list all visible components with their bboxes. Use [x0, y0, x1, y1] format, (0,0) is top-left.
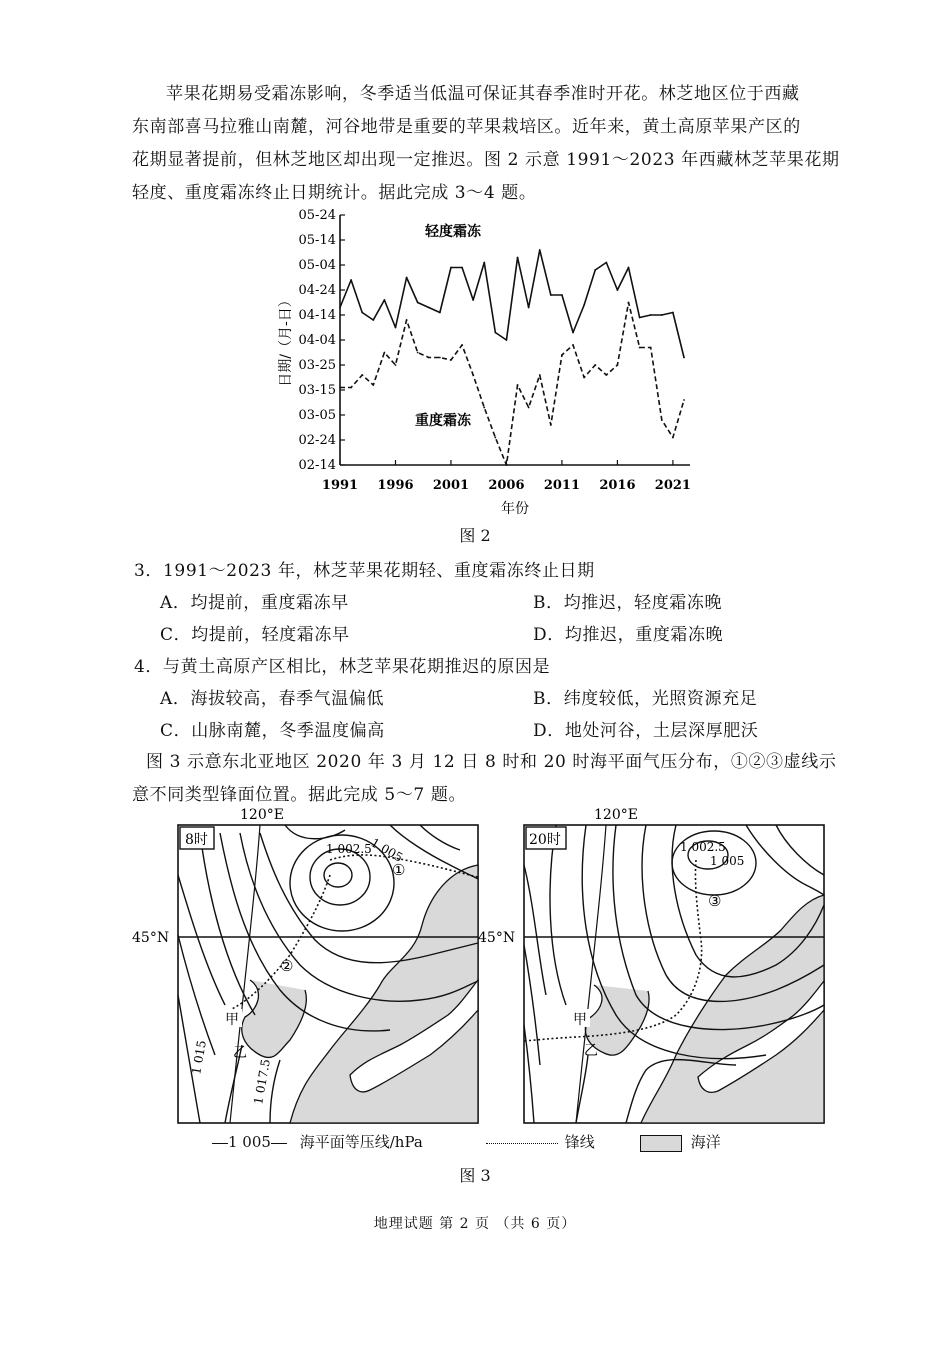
- map-left-lat: 45°N: [132, 930, 170, 946]
- pressure-maps: [130, 805, 850, 1125]
- data-point: [483, 262, 485, 264]
- map-8h: [132, 807, 478, 1123]
- intro2-paragraph: [132, 747, 840, 811]
- data-point: [517, 257, 519, 259]
- question-3-stem: 3．1991～2023 年，林芝苹果花期轻、重度霜冻终止日期: [134, 561, 595, 581]
- data-point: [517, 384, 519, 386]
- data-point: [383, 299, 385, 301]
- data-point: [361, 312, 363, 314]
- intro-line-1: 苹果花期易受霜冻影响，冬季适当低温可保证其春季准时开花。林芝地区位于西藏: [166, 84, 800, 104]
- data-point: [628, 267, 630, 269]
- data-point: [672, 437, 674, 439]
- intro2-line-2: 意不同类型锋面位置。据此完成 5～7 题。: [132, 785, 467, 805]
- frost-date-chart: [260, 203, 710, 523]
- data-point: [339, 307, 341, 309]
- legend-ocean: [640, 1131, 721, 1152]
- map-left-time: 8时: [185, 832, 208, 848]
- series-line-heavy-frost: [340, 303, 684, 466]
- map-left-isobar-1005: 1 005: [368, 835, 406, 865]
- map-right-front-3: ③: [708, 892, 722, 910]
- data-point: [594, 364, 596, 366]
- map-right-place-jia: 甲: [573, 1012, 587, 1028]
- data-point: [383, 352, 385, 354]
- data-point: [361, 374, 363, 376]
- data-point: [350, 279, 352, 281]
- fig2-caption: 图 2: [459, 526, 491, 545]
- data-point: [450, 267, 452, 269]
- map-left-lon: 120°E: [240, 807, 284, 823]
- map-left-place-yi: 乙: [233, 1045, 247, 1061]
- data-point: [572, 332, 574, 334]
- data-point: [406, 277, 408, 279]
- data-point: [428, 307, 430, 309]
- data-point: [472, 299, 474, 301]
- data-point: [639, 317, 641, 319]
- map-left-place-jia: 甲: [225, 1012, 239, 1028]
- y-tick-label: 03-05: [298, 408, 336, 423]
- y-tick-label: 03-25: [298, 358, 336, 373]
- data-point: [550, 294, 552, 296]
- data-point: [561, 294, 563, 296]
- data-point: [428, 357, 430, 359]
- q3-option-d[interactable]: D．均推迟，重度霜冻晚: [533, 625, 724, 645]
- intro2-line-1: 图 3 示意东北亚地区 2020 年 3 月 12 日 8 时和 20 时海平面气压分布，①②③虚线示: [146, 752, 837, 772]
- y-axis-label: 日期/（月-日）: [278, 293, 294, 387]
- map-right-isobar-1002-5: 1 002.5: [680, 840, 726, 854]
- map-right-time: 20时: [529, 832, 561, 848]
- legend-isobar: [212, 1131, 423, 1152]
- data-point: [539, 249, 541, 251]
- q4-option-a[interactable]: A．海拔较高，春季气温偏低: [160, 689, 385, 709]
- data-point: [583, 377, 585, 379]
- data-point: [617, 364, 619, 366]
- map-right-place-yi: 乙: [584, 1043, 598, 1059]
- series-label-light-frost: 轻度霜冻: [425, 224, 481, 240]
- data-point: [506, 464, 508, 466]
- data-point: [528, 407, 530, 409]
- data-point: [395, 364, 397, 366]
- data-point: [539, 374, 541, 376]
- y-tick-label: 02-24: [298, 433, 336, 448]
- intro-line-2: 东南部喜马拉雅山南麓，河谷地带是重要的苹果栽培区。近年来，黄土高原苹果产区的: [132, 117, 801, 137]
- data-point: [406, 319, 408, 321]
- x-tick-label: 2016: [599, 478, 636, 493]
- legend-isobar-label: 海平面等压线/hPa: [299, 1133, 423, 1151]
- page-footer: 地理试题 第 2 页 （共 6 页）: [373, 1216, 577, 1232]
- question-4-stem: 4．与黄土高原产区相比，林芝苹果花期推迟的原因是: [134, 657, 551, 677]
- data-point: [583, 304, 585, 306]
- map-right-lat: 45°N: [478, 930, 516, 946]
- q4-option-d[interactable]: D．地处河谷，土层深厚肥沃: [533, 721, 759, 741]
- data-point: [417, 352, 419, 354]
- legend-front-label: 锋线: [564, 1133, 595, 1151]
- legend-ocean-label: 海洋: [690, 1133, 721, 1151]
- series-line-light-frost: [340, 250, 684, 358]
- map-left-front-2: ②: [280, 957, 294, 975]
- intro-line-4: 轻度、重度霜冻终止日期统计。据此完成 3～4 题。: [132, 183, 537, 203]
- data-point: [483, 407, 485, 409]
- data-point: [561, 354, 563, 356]
- data-point: [372, 384, 374, 386]
- data-point: [650, 314, 652, 316]
- x-tick-label: 1991: [321, 478, 359, 493]
- q3-option-a[interactable]: A．均提前，重度霜冻早: [160, 593, 349, 613]
- x-tick-label: 2001: [432, 478, 470, 493]
- y-tick-label: 05-04: [298, 258, 336, 273]
- y-tick-label: 05-24: [298, 208, 336, 223]
- y-tick-label: 05-14: [298, 233, 336, 248]
- x-tick-label: 2011: [543, 478, 581, 493]
- data-point: [494, 332, 496, 334]
- data-point: [605, 374, 607, 376]
- legend-isobar-sample: 1 005: [228, 1133, 271, 1151]
- data-point: [450, 359, 452, 361]
- data-point: [439, 312, 441, 314]
- map-left-isobar-1017-5: 1 017.5: [251, 1057, 273, 1106]
- data-point: [417, 302, 419, 304]
- data-point: [661, 419, 663, 421]
- intro-paragraph: [132, 79, 840, 209]
- intro-line-3: 花期显著提前，但林芝地区却出现一定推迟。图 2 示意 1991～2023 年西藏林芝苹果花期: [132, 150, 840, 170]
- x-axis-label: 年份: [501, 501, 529, 517]
- data-point: [461, 267, 463, 269]
- map-left-isobar-1015: 1 015: [189, 1039, 209, 1076]
- fig3-caption: 图 3: [459, 1166, 491, 1185]
- data-point: [528, 307, 530, 309]
- map-right-isobar-1005: 1 005: [710, 854, 745, 868]
- data-point: [650, 347, 652, 349]
- data-point: [572, 344, 574, 346]
- data-point: [439, 357, 441, 359]
- data-point: [395, 327, 397, 329]
- y-tick-label: 02-14: [298, 458, 336, 473]
- data-point: [372, 319, 374, 321]
- x-tick-label: 1996: [377, 478, 414, 493]
- q3-option-c[interactable]: C．均提前，轻度霜冻早: [160, 625, 350, 645]
- data-point: [617, 289, 619, 291]
- data-point: [683, 357, 685, 359]
- data-point: [628, 302, 630, 304]
- map-left-isobar-1002-5: 1 002.5: [326, 842, 372, 856]
- q4-option-b[interactable]: B．纬度较低，光照资源充足: [533, 689, 758, 709]
- data-point: [550, 424, 552, 426]
- data-point: [350, 387, 352, 389]
- data-point: [472, 374, 474, 376]
- data-point: [339, 387, 341, 389]
- data-point: [672, 312, 674, 314]
- series-label-heavy-frost: 重度霜冻: [415, 413, 471, 429]
- data-point: [639, 347, 641, 349]
- x-tick-label: 2021: [654, 478, 691, 493]
- data-point: [494, 437, 496, 439]
- data-point: [506, 339, 508, 341]
- y-tick-label: 04-04: [298, 333, 336, 348]
- map-20h: [478, 807, 824, 1123]
- map-right-lon: 120°E: [594, 807, 638, 823]
- map-left-front-1: ①: [392, 861, 406, 879]
- q3-option-b[interactable]: B．均推迟，轻度霜冻晚: [533, 593, 723, 613]
- data-point: [594, 269, 596, 271]
- data-point: [461, 344, 463, 346]
- data-point: [605, 262, 607, 264]
- legend-front: [486, 1131, 595, 1152]
- x-tick-label: 2006: [488, 478, 525, 493]
- data-point: [683, 399, 685, 401]
- data-point: [661, 314, 663, 316]
- y-tick-label: 04-24: [298, 283, 336, 298]
- y-tick-label: 04-14: [298, 308, 336, 323]
- q4-option-c[interactable]: C．山脉南麓，冬季温度偏高: [160, 721, 385, 741]
- y-tick-label: 03-15: [298, 383, 336, 398]
